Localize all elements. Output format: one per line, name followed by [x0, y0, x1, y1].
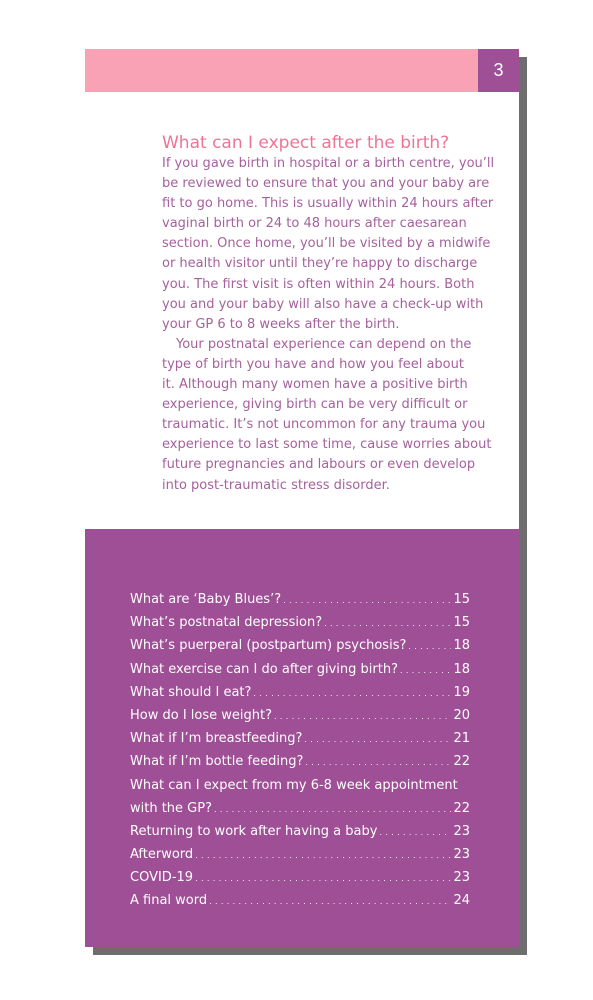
dot-leader: [195, 851, 451, 860]
toc-entry[interactable]: [130, 870, 470, 893]
dot-leader: [209, 897, 451, 906]
toc-entry[interactable]: [130, 708, 470, 731]
dot-leader: [304, 735, 451, 744]
header-band: [85, 49, 478, 92]
dot-leader: [408, 642, 451, 651]
toc-entry-page: 18: [453, 661, 470, 677]
body-line: or health visitor until they’re happy to discharge: [162, 256, 478, 272]
toc-entry-title: What can I expect from my 6-8 week appointment: [130, 777, 458, 793]
toc-entry-title-continued: with the GP?: [130, 800, 212, 816]
body-line: Your postnatal experience can depend on the: [176, 336, 472, 352]
toc-entry-page: 22: [453, 800, 470, 816]
toc-entry-title: Afterword: [130, 847, 194, 863]
toc-entry-title: What if I’m breastfeeding?: [130, 731, 303, 747]
toc-entry-title: What’s puerperal (postpartum) psychosis?: [130, 638, 407, 654]
toc-entry-page: 19: [453, 684, 470, 700]
toc-entry[interactable]: [130, 778, 470, 824]
toc-entry[interactable]: [130, 662, 470, 685]
toc-entry-title: What exercise can I do after giving birth?: [130, 661, 398, 677]
toc-entry-page: 20: [453, 707, 470, 723]
toc-entry[interactable]: [130, 638, 470, 661]
body-line: vaginal birth or 24 to 48 hours after caesarean: [162, 216, 467, 232]
body-line: type of birth you have and how you feel about: [162, 356, 464, 372]
toc-entry-page: 23: [453, 823, 470, 839]
toc-entry-title: What if I’m bottle feeding?: [130, 754, 304, 770]
toc-entry-title: A final word: [130, 893, 208, 909]
body-line: future pregnancies and labours or even develop: [162, 457, 476, 473]
toc-entry[interactable]: [130, 754, 470, 777]
toc-entry[interactable]: [130, 893, 470, 916]
body-line: it. Although many women have a positive birth: [162, 377, 468, 393]
dot-leader: [195, 874, 451, 883]
document-page: [85, 49, 519, 947]
toc-entry[interactable]: [130, 615, 470, 638]
dot-leader: [379, 828, 451, 837]
body-line: you and your baby will also have a check-up with: [162, 296, 484, 312]
toc-entry-page: 18: [453, 638, 470, 654]
body-line: you. The first visit is often within 24 hours. Both: [162, 276, 475, 292]
toc-entry-title: What are ‘Baby Blues’?: [130, 592, 282, 607]
toc-entry-title: What’s postnatal depression?: [130, 615, 323, 631]
toc-entry-title: How do I lose weight?: [130, 707, 272, 723]
body-line: your GP 6 to 8 weeks after the birth.: [162, 316, 400, 332]
body-line: section. Once home, you’ll be visited by a midwife: [162, 236, 491, 252]
toc-entry-page: 15: [453, 592, 470, 607]
toc-entry[interactable]: [130, 824, 470, 847]
body-line: be reviewed to ensure that you and your baby are: [162, 176, 490, 192]
toc-entry-page: 23: [453, 870, 470, 886]
dot-leader: [305, 758, 451, 767]
body-line: traumatic. It’s not uncommon for any trauma you: [162, 417, 486, 433]
body-line: into post-traumatic stress disorder.: [162, 477, 390, 493]
toc-entry-title: Returning to work after having a baby: [130, 823, 378, 839]
toc-entry[interactable]: [130, 685, 470, 708]
dot-leader: [400, 666, 451, 675]
toc-entry-page: 15: [453, 615, 470, 631]
toc-entry[interactable]: [130, 592, 470, 615]
page-number: 3: [478, 49, 519, 92]
section-heading: What can I expect after the birth?: [162, 133, 450, 153]
toc-entry-page: 22: [453, 754, 470, 770]
body-line: If you gave birth in hospital or a birth centre, you’ll: [162, 156, 495, 171]
dot-leader: [283, 596, 451, 605]
table-of-contents: [130, 592, 470, 917]
dot-leader: [253, 689, 451, 698]
dot-leader: [324, 619, 451, 628]
toc-entry-page: 23: [453, 847, 470, 863]
body-line: fit to go home. This is usually within 24 hours after: [162, 196, 494, 212]
dot-leader: [274, 712, 451, 721]
toc-entry-title: What should I eat?: [130, 684, 252, 700]
body-line: experience to last some time, cause worries about: [162, 437, 492, 453]
toc-entry[interactable]: [130, 731, 470, 754]
toc-entry[interactable]: [130, 847, 470, 870]
toc-entry-page: 24: [453, 893, 470, 909]
toc-entry-title: COVID-19: [130, 870, 194, 886]
contents-panel: [85, 529, 519, 947]
body-line: experience, giving birth can be very difficult or: [162, 397, 468, 413]
dot-leader: [214, 805, 451, 814]
toc-entry-page: 21: [453, 731, 470, 747]
body-text: [162, 154, 495, 496]
